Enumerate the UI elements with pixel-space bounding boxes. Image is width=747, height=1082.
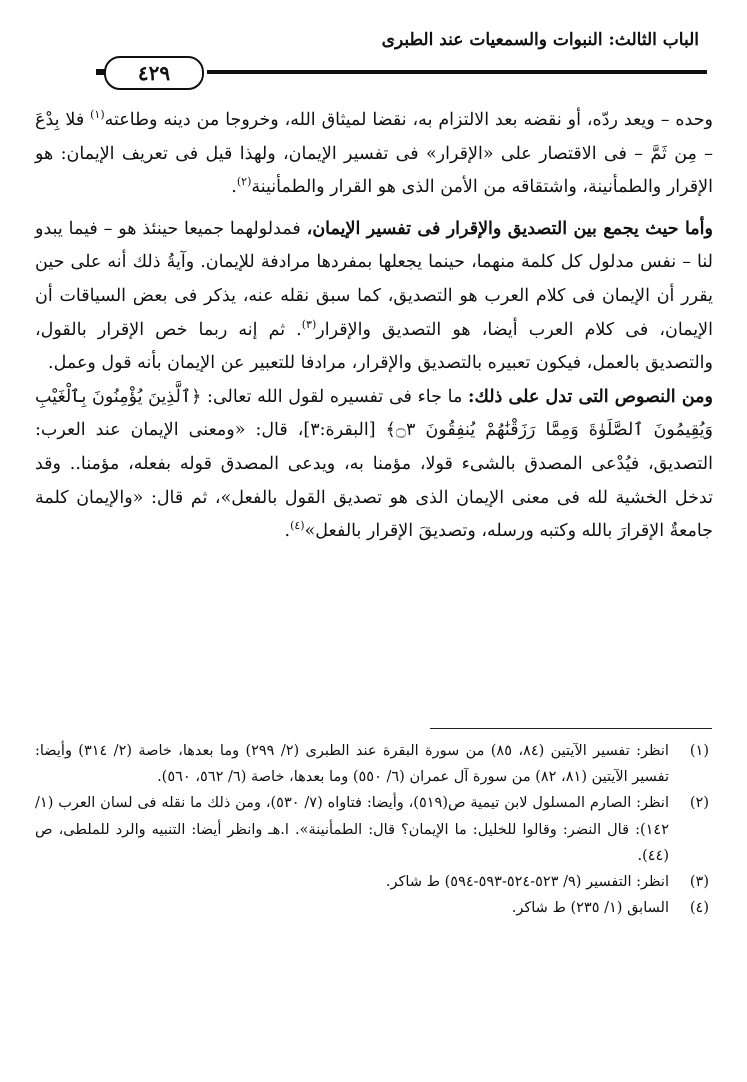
page-number-badge: ٤٢٩ [104,56,204,90]
footnote-1 [35,738,709,790]
paragraph-2-cont: . ثم إنه ربما خص الإقرار بالقول، والتصديق بالعمل، فيكون تعبيره بالتصديق والإقرار، مرادفا للتعبير عن الإيمان بأنه قول وعمل. [35,319,713,374]
footnote-number: (٤) [689,900,709,917]
footnote-divider [430,728,712,729]
paragraph-3-end: . [284,521,291,542]
paragraph-3-text: ما جاء فى تفسيره لقول الله تعالى: ﴿ٱلَّذِينَ يُؤْمِنُونَ بِٱلْغَيْبِ وَيُقِيمُونَ ٱلصَّلَوٰةَ وَمِمَّا رَزَقْنَٰهُمْ يُنفِقُونَ ۝٣﴾ [البقرة:٣]، قال: «ومعنى الإيمان عند العرب: التصديق، فيُدْعى المصدق بالشىء قولا، مؤمنا به، ويدعى المصدق قوله بفعله، مؤمنا.. وقد تدخل الخشية لله فى معنى الإيمان الذى هو تصديق القول بالفعل»، ثم قال: «والإيمان كلمة جامعةٌ الإقرارَ بالله وكتبه ورسله، وتصديقَ الإقرار بالفعل» [35,386,713,542]
footnote-ref-1: (١) [90,108,105,122]
paragraph-2-lead: وأما حيث يجمع بين التصديق والإقرار فى تفسير الإيمان، [306,218,713,239]
footnote-number: (٣) [689,874,709,891]
footnote-ref-2: (٢) [236,175,252,189]
footnote-number: (١) [689,743,709,759]
footnote-text: انظر: التفسير (٩/ ٥٢٣-٥٢٤-٥٩٣-٥٩٤) ط شاكر. [385,874,669,891]
paragraph-1-cont: فلا بِدْعَ – مِن ثَمَّ – فى الاقتصار على «الإقرار» فى تفسير الإيمان، ولهذا قيل فى تعريف الإيمان: هو الإقرار والطمأنينة، واشتقاقه من الأمن الذى هو القرار والطمأنينة [35,110,713,198]
paragraph-1-text: وحده – ويعد ردّه، أو نقضه بعد الالتزام به، نقضا لميثاق الله، وخروجا من دينه وطاعته [104,110,713,130]
footnote-text: السابق (١/ ٢٣٥) ط شاكر. [511,900,669,917]
header-rule [207,70,707,74]
footnote-ref-4: (٤) [290,519,305,533]
main-text [35,104,713,549]
paragraph-1 [35,104,713,205]
paragraph-2 [35,213,713,381]
paragraph-3 [35,381,713,549]
paragraph-1-end: . [231,177,237,198]
footnotes [35,738,709,921]
paragraph-2-text: فمدلولهما جميعا حينئذ هو – فيما يبدو لنا – نفس مدلول كل كلمة منهما، حينما يجعلها بمفردها مرادفة للإيمان. وآيةُ ذلك أنه على حين يقرر أن الإيمان فى كلام العرب هو التصديق، كما سبق نقله عنه، يذكر فى بعض السياقات أن الإيمان، فى كلام العرب أيضا، هو التصديق والإقرار [35,218,713,340]
footnote-number: (٢) [689,795,709,812]
running-header-title: الباب الثالث: النبوات والسمعيات عند الطبرى [381,30,699,50]
footnote-4 [35,895,709,921]
footnote-3 [35,869,709,895]
footnote-text: انظر: تفسير الآيتين (٨٤، ٨٥) من سورة البقرة عند الطبرى (٢/ ٢٩٩) وما بعدها، خاصة (٢/ ٣١٤) وأيضا: تفسير الآيتين (٨١، ٨٢) من سورة آل عمران (٦/ ٥٥٠) وما بعدها، خاصة (٦/ ٥٦٢، ٥٦٠). [35,743,669,786]
footnote-ref-3: (٣) [301,317,317,331]
paragraph-3-lead: ومن النصوص التى تدل على ذلك: [468,386,713,407]
footnote-text: انظر: الصارم المسلول لابن تيمية ص(٥١٩)، وأيضا: فتاواه (٧/ ٥٣٠)، ومن ذلك ما نقله فى لسان العرب (١/ ١٤٢): قال النضر: وقالوا للخليل: ما الإيمان؟ قال: الطمأنينة». ا.هـ وانظر أيضا: التنبيه والرد للملطى، ص (٤٤). [35,795,669,864]
footnote-2 [35,790,709,869]
